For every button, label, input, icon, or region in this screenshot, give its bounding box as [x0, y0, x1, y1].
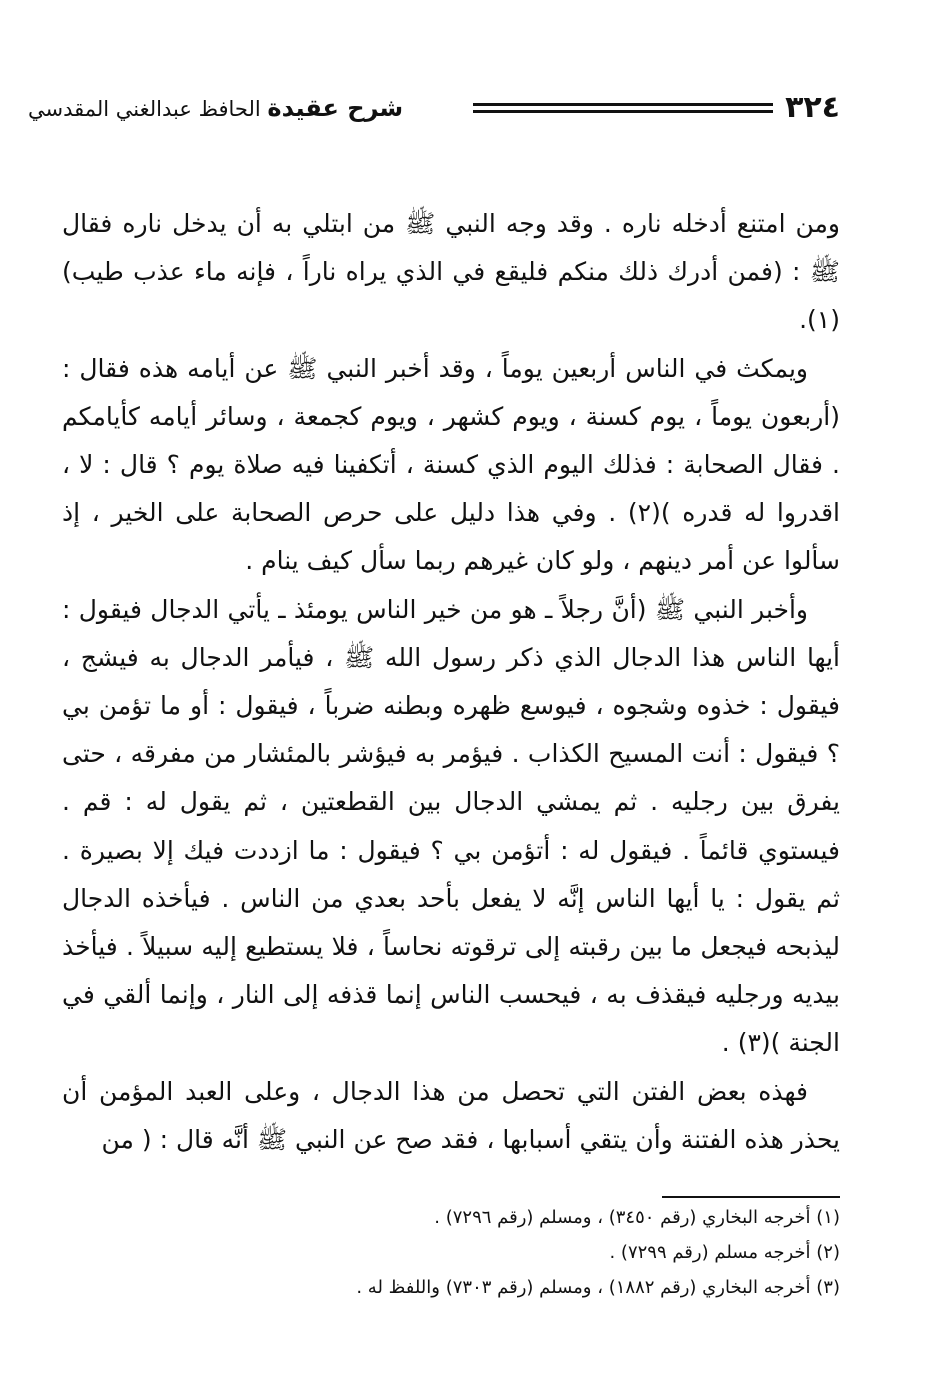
footnote-divider	[662, 1196, 840, 1198]
paragraph: فهذه بعض الفتن التي تحصل من هذا الدجال ، وعلى العبد المؤمن أن يحذر هذه الفتنة وأن يتقي أسبابها ، فقد صح عن النبي ﷺ أنَّه قال : ( من	[62, 1076, 840, 1154]
paragraph: ويمكث في الناس أربعين يوماً ، وقد أخبر النبي ﷺ عن أيامه هذه فقال : (أربعون يوماً ، يوم كسنة ، ويوم كشهر ، ويوم كجمعة ، وسائر أيامه كأيامكم . فقال الصحابة : فذلك اليوم الذي كسنة ، أتكفينا فيه صلاة يوم ؟ قال : لا ، اقدروا له قدره )(٢) . وفي هذا دليل على حرص الصحابة على الخير ، إذ سألوا عن أمر دينهم ، ولو كان غيرهم ربما سأل كيف ينام .	[62, 353, 840, 576]
header-rule	[473, 103, 773, 113]
paragraph: ومن امتنع أدخله ناره . وقد وجه النبي ﷺ من ابتلي به أن يدخل ناره فقال ﷺ : (فمن أدرك ذلك منكم فليقع في الذي يراه ناراً ، فإنه ماء عذب طيب)(١).	[62, 209, 840, 335]
book-title	[28, 88, 460, 129]
footnote: (١) أخرجه البخاري (رقم ٣٤٥٠) ، ومسلم (رقم ٧٢٩٦) .	[434, 1207, 840, 1228]
paragraph: وأخبر النبي ﷺ (أنَّ رجلاً ـ هو من خير الناس يومئذ ـ يأتي الدجال فيقول : أيها الناس هذا الدجال الذي ذكر رسول الله ﷺ ، فيأمر الدجال به فيشج ، فيقول : خذوه وشجوه ، فيوسع ظهره وبطنه ضرباً ، فيقول : أو ما تؤمن بي ؟ فيقول : أنت المسيح الكذاب . فيؤمر به فيؤشر بالمئشار من مفرقه ، حتى يفرق بين رجليه . ثم يمشي الدجال بين القطعتين ، ثم يقول له : قم . فيستوي قائماً . فيقول له : أتؤمن بي ؟ فيقول : ما ازددت فيك إلا بصيرة . ثم يقول : يا أيها الناس إنَّه لا يفعل بأحد بعدي من الناس . فيأخذه الدجال ليذبحه فيجعل ما بين رقبته إلى ترقوته نحاساً ، فلا يستطيع إليه سبيلاً . فيأخذ بيديه ورجليه فيقذف به ، فيحسب الناس إنما قذفه إلى النار ، وإنما ألقي في الجنة )(٣) .	[62, 594, 840, 1058]
book-title-rest: الحافظ عبدالغني المقدسي	[28, 97, 261, 121]
main-text	[62, 200, 840, 1164]
page-header	[28, 88, 840, 128]
footnote: (٣) أخرجه البخاري (رقم ١٨٨٢) ، ومسلم (رقم ٧٣٠٣) واللفظ له .	[356, 1277, 840, 1298]
page-number: ٣٢٤	[785, 90, 840, 125]
book-title-bold: شرح عقيدة	[267, 94, 404, 122]
footnote: (٢) أخرجه مسلم (رقم ٧٢٩٩) .	[609, 1242, 840, 1263]
footnotes	[62, 1200, 840, 1305]
